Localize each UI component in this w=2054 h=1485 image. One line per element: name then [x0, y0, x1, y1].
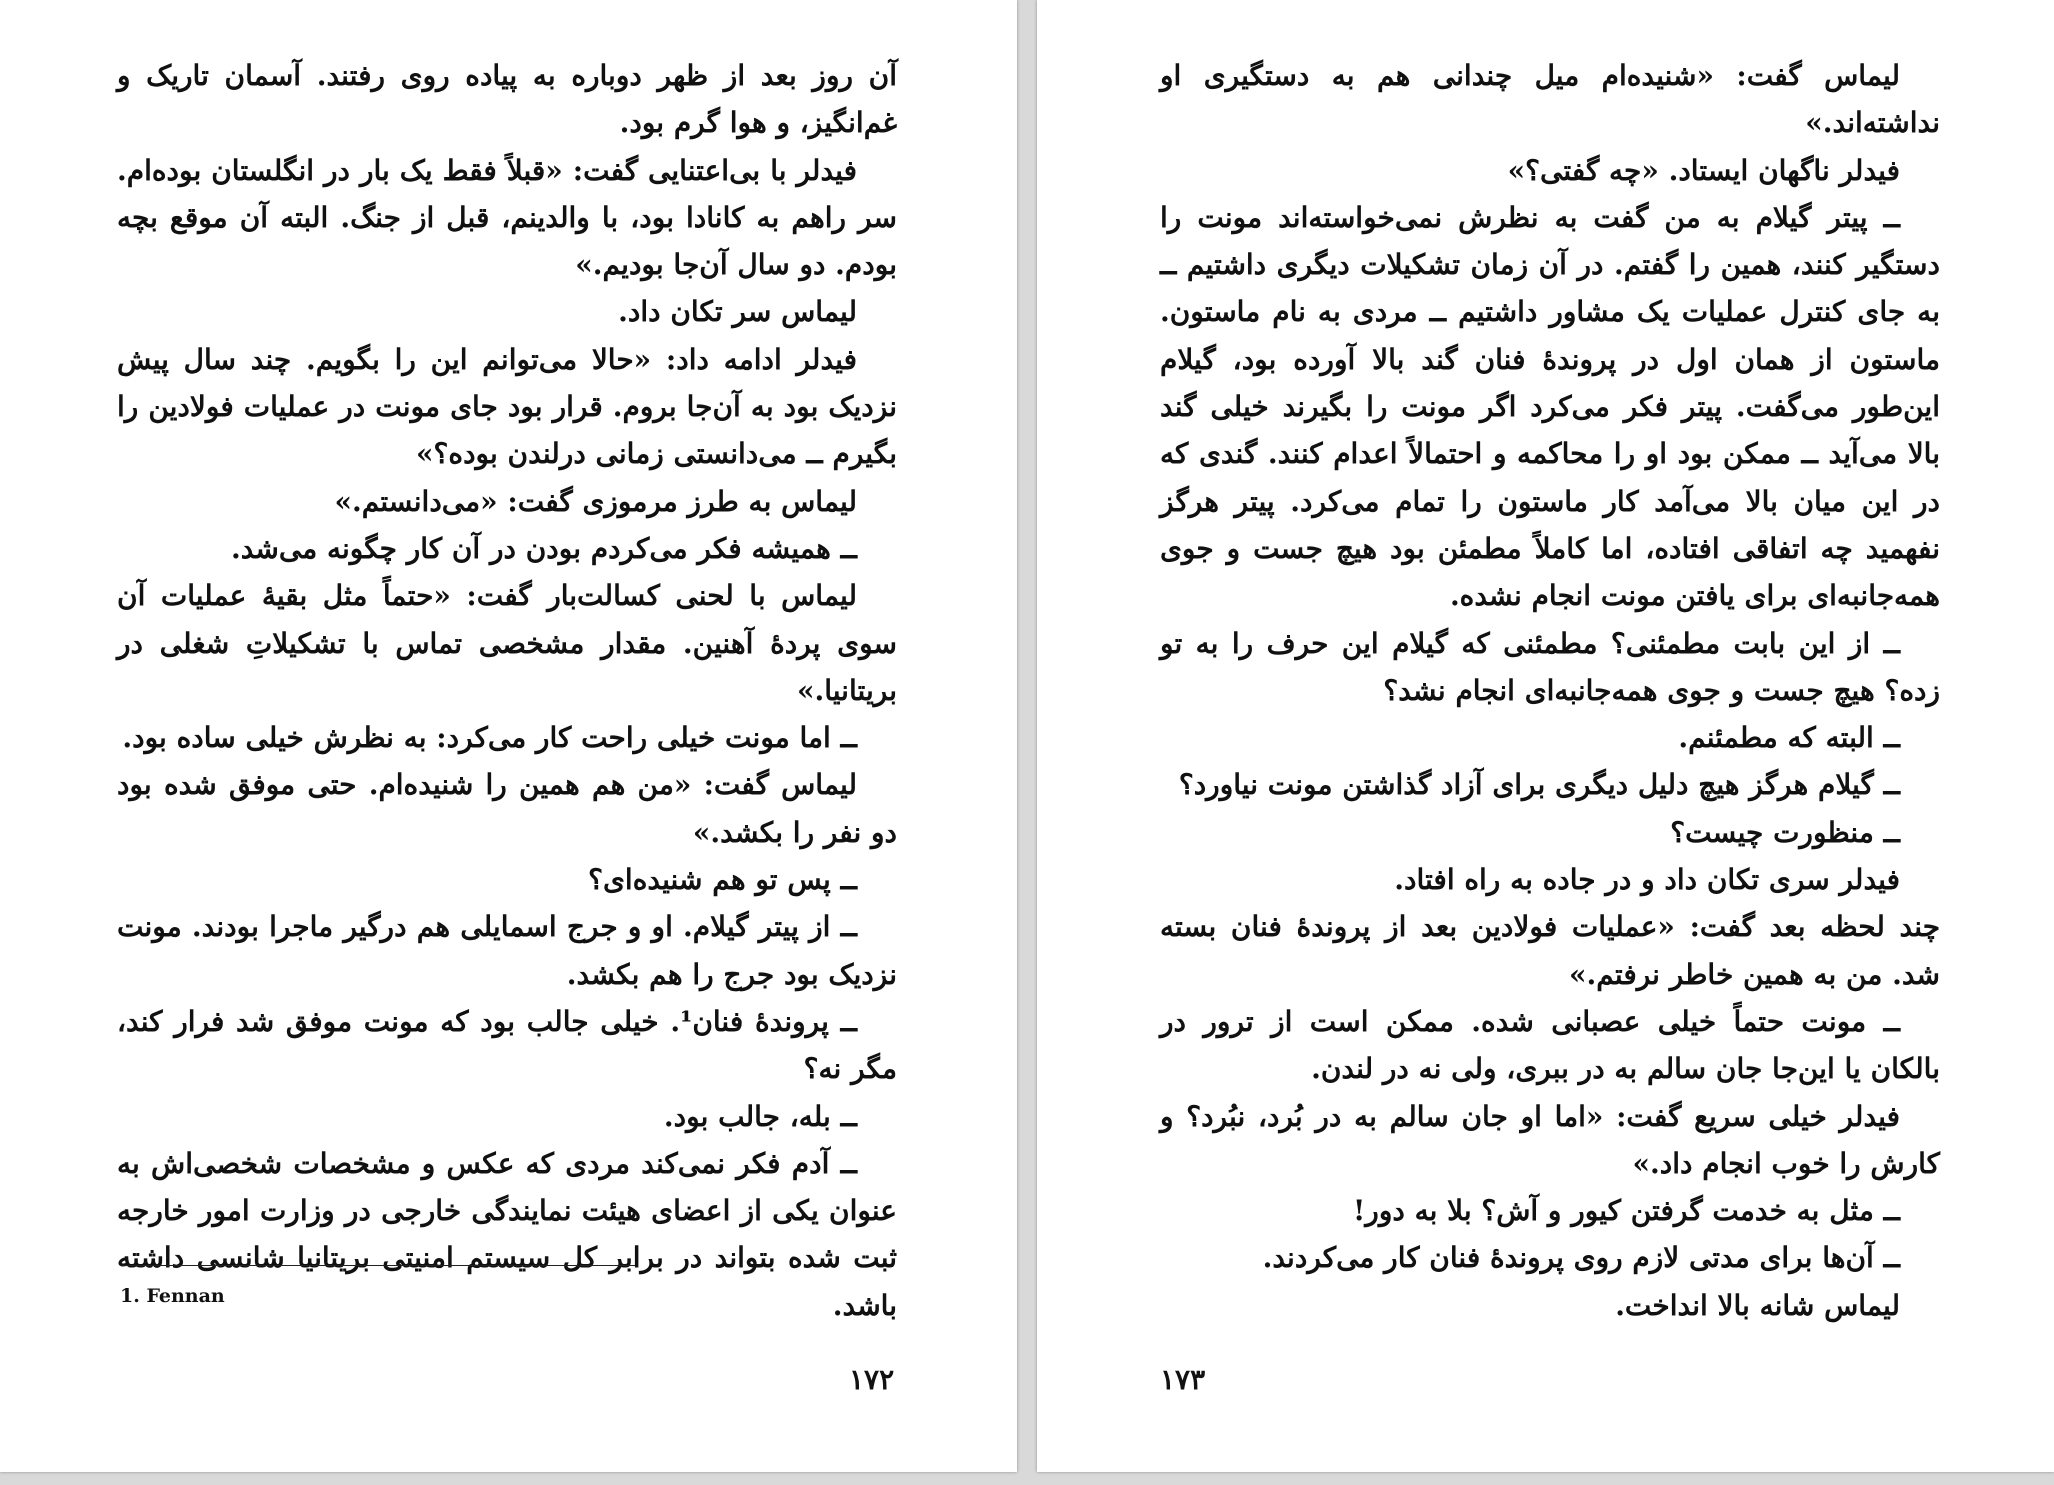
paragraph: آن روز بعد از ظهر دوباره به پیاده روی رفتند. آسمان تاریک و غم‌انگیز، و هوا گرم بود.	[117, 59, 897, 140]
page-173-body	[1160, 52, 1940, 1329]
paragraph: ــ مونت حتماً خیلی عصبانی شده. ممکن است از ترور در بالکان یا این‌جا جان سالم به در ببری، ولی نه در لندن.	[1160, 1004, 1940, 1086]
paragraph: لیماس گفت: «شنیده‌ام میل چندانی هم به دستگیری او نداشته‌اند.»	[1160, 59, 1940, 140]
paragraph: ــ همیشه فکر می‌کردم بودن در آن کار چگونه می‌شد.	[230, 531, 857, 565]
paragraph: ــ بله، جالب بود.	[663, 1099, 857, 1133]
page-172	[0, 0, 1017, 1472]
paragraph: فیدلر با بی‌اعتنایی گفت: «قبلاً فقط یک بار در انگلستان بوده‌ام. سر راهم به کانادا بود، با والدینم، قبل از جنگ. البته آن موقع بچه بودم. دو سال آن‌جا بودیم.»	[117, 153, 897, 282]
page-173	[1037, 0, 2054, 1472]
paragraph: فیدلر خیلی سریع گفت: «اما او جان سالم به در بُرد، نبُرد؟ و کارش را خوب انجام داد.»	[1160, 1099, 1940, 1180]
paragraph: ــ گیلام هرگز هیچ دلیل دیگری برای آزاد گذاشتن مونت نیاورد؟	[1178, 768, 1900, 802]
paragraph: لیماس گفت: «من هم همین را شنیده‌ام. حتی موفق شده بود دو نفر را بکشد.»	[117, 768, 897, 849]
paragraph: فیدلر ناگهان ایستاد. «چه گفتی؟»	[1507, 153, 1900, 187]
paragraph: ــ پروندهٔ فنان¹. خیلی جالب بود که مونت موفق شد فرار کند، مگر نه؟	[117, 1004, 897, 1086]
paragraph: فیدلر ادامه داد: «حالا می‌توانم این را بگویم. چند سال پیش نزدیک بود به آن‌جا بروم. قرار بود جای مونت در عملیات فولادین را بگیرم ــ می‌دانستی زمانی درلندن بوده؟»	[117, 342, 897, 471]
paragraph: ــ اما مونت خیلی راحت کار می‌کرد: به نظرش خیلی ساده بود.	[122, 721, 857, 755]
paragraph: لیماس سر تکان داد.	[618, 295, 857, 329]
paragraph: فیدلر سری تکان داد و در جاده به راه افتاد.	[1394, 863, 1900, 897]
paragraph: لیماس با لحنی کسالت‌بار گفت: «حتماً مثل بقیهٔ عملیات آن سوی پردهٔ آهنین. مقدار مشخصی تماس با تشکیلاتِ شغلی در بریتانیا.»	[117, 579, 897, 707]
paragraph: ــ مثل به خدمت گرفتن کیور و آش؟ بلا به دور!	[1353, 1194, 1900, 1228]
page-172-body	[117, 52, 897, 1329]
page-number: ۱۷۲	[849, 1363, 895, 1396]
paragraph: ــ منظورت چیست؟	[1670, 815, 1900, 849]
paragraph: چند لحظه بعد گفت: «عملیات فولادین بعد از پروندهٔ فنان بسته شد. من به همین خاطر نرفتم.»	[1160, 910, 1940, 991]
paragraph: ــ پیتر گیلام به من گفت به نظرش نمی‌خواسته‌اند مونت را دستگیر کنند، همین را گفتم. در آن زمان تشکیلات دیگری داشتیم ــ به جای کنترل عملیات یک مشاور داشتیم ــ مردی به نام ماستون. ماستون از همان اول در پروندهٔ فنان گند بالا آورده بود، گیلام این‌طور می‌گفت. پیتر فکر می‌کرد اگر مونت را بگیرند خیلی گند بالا می‌آید ــ ممکن بود او را محاکمه و احتمالاً اعدام کنند. گندی که در این میان بالا می‌آمد کار ماستون را تمام می‌کرد. پیتر هرگز نفهمید چه اتفاقی افتاده، اما کاملاً مطمئن بود هیچ جست و جوی همه‌جانبه‌ای برای یافتن مونت انجام نشده.	[1160, 200, 1941, 613]
footnote-divider	[120, 1265, 635, 1266]
paragraph: ــ پس تو هم شنیده‌ای؟	[588, 863, 857, 897]
page-number: ۱۷۳	[1160, 1363, 1206, 1396]
paragraph: ــ البته که مطمئنم.	[1678, 721, 1900, 755]
paragraph: ــ از این بابت مطمئنی؟ مطمئنی که گیلام این حرف را به تو زده؟ هیچ جست و جوی همه‌جانبه‌ای انجام نشد؟	[1160, 626, 1940, 707]
paragraph: ــ آدم فکر نمی‌کند مردی که عکس و مشخصات شخصی‌اش به عنوان یکی از اعضای هیئت نمایندگی خارجی در وزارت امور خارجه ثبت شده بتواند در برابر کل سیستم امنیتی بریتانیا شانسی داشته باشد.	[117, 1146, 897, 1322]
paragraph: ــ آن‌ها برای مدتی لازم روی پروندهٔ فنان کار می‌کردند.	[1262, 1241, 1900, 1275]
paragraph: لیماس شانه بالا انداخت.	[1615, 1288, 1900, 1322]
paragraph: ــ از پیتر گیلام. او و جرج اسمایلی هم درگیر ماجرا بودند. مونت نزدیک بود جرج را هم بکشد.	[117, 910, 897, 991]
footnote: 1. Fennan	[120, 1285, 225, 1307]
paragraph: لیماس به طرز مرموزی گفت: «می‌دانستم.»	[334, 484, 857, 518]
